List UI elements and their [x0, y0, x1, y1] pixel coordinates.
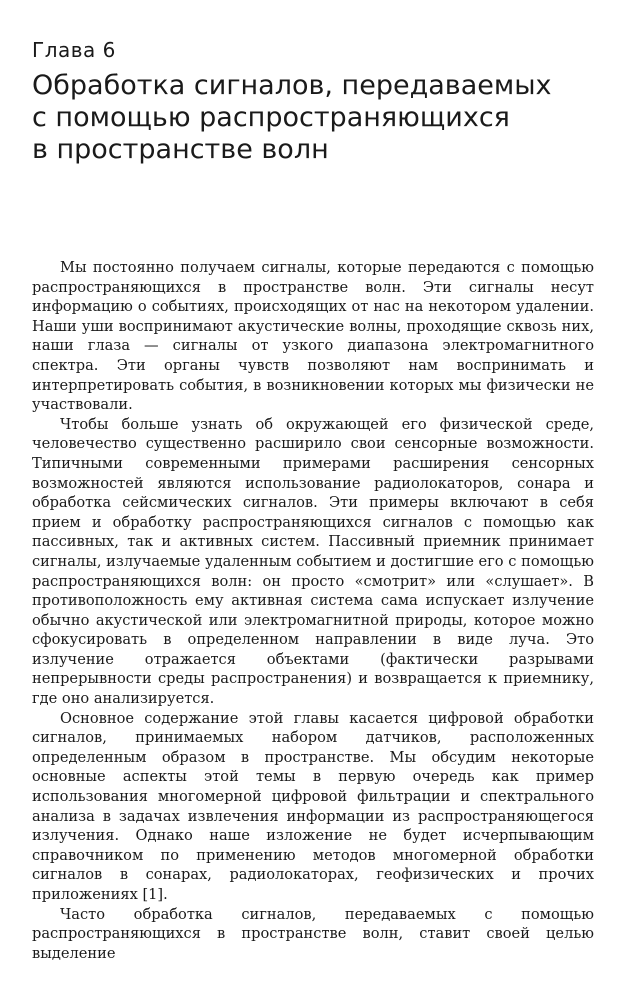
chapter-title: [32, 70, 602, 166]
chapter-title-line: с помощью распространяющихся: [32, 102, 510, 133]
chapter-title-line: в пространстве волн: [32, 134, 329, 165]
chapter-label: Глава 6: [32, 38, 116, 62]
paragraph: Часто обработка сигналов, передаваемых с помощью распространяющихся в пространстве волн, ставит своей целью выделение: [32, 905, 594, 962]
paragraph: Основное содержание этой главы касается цифровой обработки сигналов, принимаемых набором датчиков, расположенных определенным образом в пространстве. Мы обсудим некоторые основные аспекты этой темы в первую очередь как пример использования многомерной цифровой фильтрации и спектрального анализа в задачах извлечения информации из распространяющегося излучения. Однако наше изложение не будет исчерпывающим справочником по применению методов многомерной обработки сигналов в сонарах, радиолокаторах, геофизических и прочих приложениях [1].: [32, 709, 594, 903]
paragraph: Мы постоянно получаем сигналы, которые передаются с помощью распространяющихся в пространстве волн. Эти сигналы несут информацию о событиях, происходящих от нас на некотором удалении. Наши уши воспринимают акустические волны, проходящие сквозь них, наши глаза — сигналы от узкого диапазона электромагнитного спектра. Эти органы чувств позволяют нам воспринимать и интерпретировать события, в возникновении которых мы физически не участвовали.: [32, 259, 594, 414]
paragraph: Чтобы больше узнать об окружающей его физической среде, человечество существенно расширило свои сенсорные возможности. Типичными современными примерами расширения сенсорных возможностей являются использование радиолокаторов, сонара и обработка сейсмических сигналов. Эти примеры включают в себя прием и обработку распространяющихся сигналов с помощью как пассивных, так и активных систем. Пассивный приемник принимает сигналы, излучаемые удаленным событием и достигшие его с помощью распространяющихся волн: он просто «смотрит» или «слушает». В противоположность ему активная система сама испускает излучение обычно акустической или электромагнитной природы, которое можно сфокусировать в определенном направлении в виде луча. Это излучение отражается объектами (фактически разрывами непрерывности среды распространения) и возвращается к приемнику, где оно анализируется.: [32, 415, 594, 708]
body-text: [32, 258, 594, 963]
chapter-title-line: Обработка сигналов, передаваемых: [32, 70, 552, 101]
